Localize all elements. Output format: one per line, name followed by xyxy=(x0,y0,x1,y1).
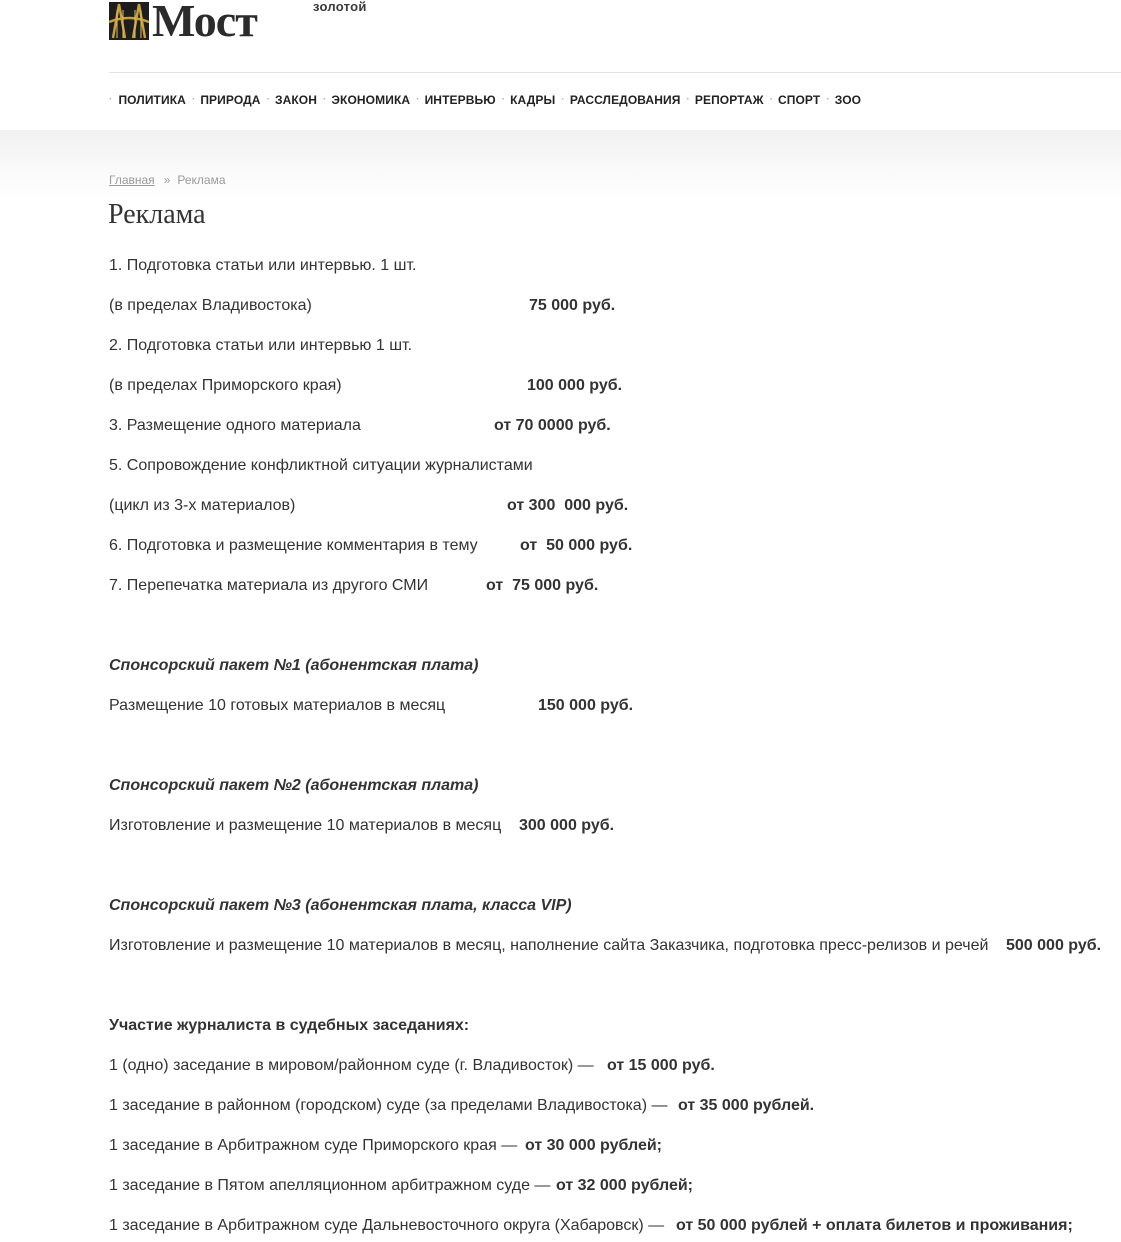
nav-bullet: · xyxy=(109,94,113,105)
nav-label: ИНТЕРВЬЮ xyxy=(424,93,496,107)
item-price: 150 000 руб. xyxy=(538,697,634,714)
item-text: 5. Сопровождение конфликтной ситуации журналистами xyxy=(109,457,533,474)
court-section-heading: Участие журналиста в судебных заседаниях: xyxy=(109,1017,470,1034)
breadcrumb-home-link[interactable]: Главная xyxy=(109,173,155,187)
item-price: 300 000 руб. xyxy=(519,817,615,834)
nav-label: ЗАКОН xyxy=(274,93,317,107)
item-price: от 30 000 рублей; xyxy=(525,1137,662,1154)
logo-wordmark: Мост xyxy=(152,0,257,46)
nav-label: ПРИРОДА xyxy=(200,93,261,107)
nav-item-economy[interactable] xyxy=(317,93,410,107)
nav-bullet: · xyxy=(501,94,506,105)
item-text: Изготовление и размещение 10 материалов в месяц, наполнение сайта Заказчика, подготовка пресс-релизов и речей xyxy=(109,937,989,954)
item-text: 1. Подготовка статьи или интервью. 1 шт. xyxy=(109,257,417,274)
item-price: от 75 000 руб. xyxy=(486,577,599,594)
nav-item-investigations[interactable] xyxy=(555,93,680,107)
nav-bullet: · xyxy=(826,94,830,105)
item-text: 2. Подготовка статьи или интервью 1 шт. xyxy=(109,337,413,354)
breadcrumb xyxy=(109,173,226,187)
nav-label: ПОЛИТИКА xyxy=(118,93,186,107)
main-navigation xyxy=(109,92,861,108)
item-price: 500 000 руб. xyxy=(1006,937,1102,954)
item-text: 3. Размещение одного материала xyxy=(109,417,361,434)
nav-label: РЕПОРТАЖ xyxy=(694,93,764,107)
item-text: 1 (одно) заседание в мировом/районном суде (г. Владивосток) — xyxy=(109,1057,594,1074)
nav-bullet: · xyxy=(769,94,773,105)
page-header-band xyxy=(0,130,1121,200)
item-text: 1 заседание в районном (городском) суде (за пределами Владивостока) — xyxy=(109,1097,668,1114)
breadcrumb-separator: » xyxy=(163,173,171,187)
nav-label: ЗОО xyxy=(834,93,862,107)
logo-tagline: золотой xyxy=(313,0,367,14)
item-price: от 35 000 рублей. xyxy=(678,1097,815,1114)
item-price: от 15 000 руб. xyxy=(607,1057,715,1074)
nav-bullet: · xyxy=(416,94,420,105)
item-text: (в пределах Владивостока) xyxy=(109,297,312,314)
nav-label: РАССЛЕДОВАНИЯ xyxy=(569,93,681,107)
item-text: (в пределах Приморского края) xyxy=(109,377,342,394)
nav-item-reportage[interactable] xyxy=(680,93,763,107)
nav-item-law[interactable] xyxy=(261,93,317,107)
item-price: от 50 000 рублей + оплата билетов и проживания; xyxy=(676,1217,1073,1234)
nav-bullet: · xyxy=(686,94,690,105)
item-text: 1 заседание в Пятом апелляционном арбитражном суде — xyxy=(109,1177,551,1194)
nav-label: СПОРТ xyxy=(778,93,821,107)
nav-bullet: · xyxy=(561,94,565,105)
item-text: (цикл из 3-х материалов) xyxy=(109,497,296,514)
nav-bullet: · xyxy=(266,94,270,105)
item-text: Изготовление и размещение 10 материалов в месяц xyxy=(109,817,502,834)
item-text: 7. Перепечатка материала из другого СМИ xyxy=(109,577,429,594)
bridge-logo-icon xyxy=(109,2,149,40)
item-text: 1 заседание в Арбитражном суде Дальневосточного округа (Хабаровск) — xyxy=(109,1217,665,1234)
item-price: от 300 000 руб. xyxy=(507,497,629,514)
item-text: Размещение 10 готовых материалов в месяц xyxy=(109,697,446,714)
nav-item-nature[interactable] xyxy=(186,93,261,107)
nav-item-politics[interactable] xyxy=(109,93,186,107)
header-divider xyxy=(109,72,1121,73)
nav-item-staff[interactable] xyxy=(496,93,556,107)
item-price: от 70 0000 руб. xyxy=(494,417,611,434)
nav-bullet: · xyxy=(322,94,327,105)
item-price: от 50 000 руб. xyxy=(520,537,633,554)
nav-item-interview[interactable] xyxy=(410,93,496,107)
item-text: 1 заседание в Арбитражном суде Приморского края — xyxy=(109,1137,518,1154)
package-heading: Спонсорский пакет №1 (абонентская плата) xyxy=(109,657,479,674)
item-price: от 32 000 рублей; xyxy=(556,1177,693,1194)
item-text: 6. Подготовка и размещение комментария в тему xyxy=(109,537,478,554)
package-heading: Спонсорский пакет №2 (абонентская плата) xyxy=(109,777,479,794)
item-price: 75 000 руб. xyxy=(529,297,616,314)
nav-label: ЭКОНОМИКА xyxy=(331,93,411,107)
nav-item-zoo[interactable] xyxy=(820,93,861,107)
nav-item-sport[interactable] xyxy=(764,93,821,107)
nav-label: КАДРЫ xyxy=(510,93,556,107)
page-title: Реклама xyxy=(108,199,206,230)
item-price: 100 000 руб. xyxy=(527,377,623,394)
breadcrumb-current: Реклама xyxy=(177,173,226,187)
nav-bullet: · xyxy=(191,94,196,105)
package-heading: Спонсорский пакет №3 (абонентская плата, класса VIP) xyxy=(109,897,572,914)
